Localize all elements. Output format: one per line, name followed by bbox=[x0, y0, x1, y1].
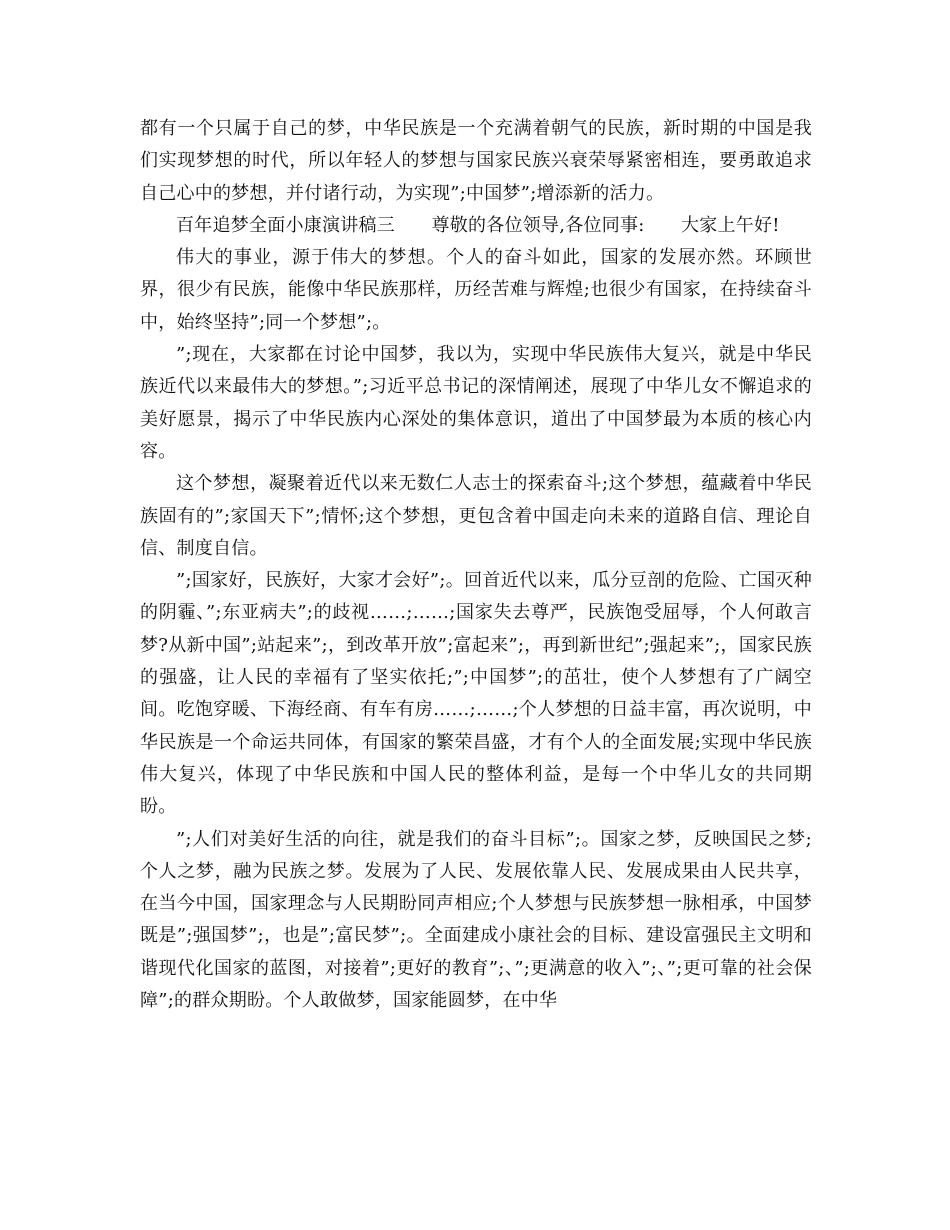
document-body bbox=[140, 113, 812, 1017]
paragraph-5: 这个梦想，凝聚着近代以来无数仁人志士的探索奋斗;这个梦想，蕴藏着中华民族固有的”;家国天下”;情怀;这个梦想，更包含着中国走向未来的道路自信、理论自信、制度自信。 bbox=[140, 473, 812, 559]
paragraph-6: ”;国家好，民族好，大家才会好”;。回首近代以来，瓜分豆剖的危险、亡国灭种的阴霾、”;东亚病夫”;的歧视……;……;国家失去尊严，民族饱受屈辱，个人何敢言梦?从新中国”;站起来”;，到改革开放”;富起来”;，再到新世纪”;强起来”;，国家民族的强盛，让人民的幸福有了坚实依托;”;中国梦”;的茁壮，使个人梦想有了广阔空间。吃饱穿暖、下海经商、有车有房……;……;个人梦想的日益丰富，再次说明，中华民族是一个命运共同体，有国家的繁荣昌盛，才有个人的全面发展;实现中华民族伟大复兴，体现了中华民族和中国人民的整体利益，是每一个中华儿女的共同期盼。 bbox=[140, 570, 812, 818]
paragraph-4: ”;现在，大家都在讨论中国梦，我以为，实现中华民族伟大复兴，就是中华民族近代以来最伟大的梦想。”;习近平总书记的深情阐述，展现了中华儿女不懈追求的美好愿景，揭示了中华民族内心深处的集体意识，道出了中国梦最为本质的核心内容。 bbox=[140, 344, 812, 462]
paragraph-1: 都有一个只属于自己的梦，中华民族是一个充满着朝气的民族，新时期的中国是我们实现梦想的时代，所以年轻人的梦想与国家民族兴衰荣辱紧密相连，要勇敢追求自己心中的梦想，并付诸行动，为实现”;中国梦”;增添新的活力。 bbox=[140, 118, 812, 204]
paragraph-7: ”;人们对美好生活的向往，就是我们的奋斗目标”;。国家之梦，反映国民之梦;个人之梦，融为民族之梦。发展为了人民、发展依靠人民、发展成果由人民共享，在当今中国，国家理念与人民期盼同声相应;个人梦想与民族梦想一脉相承，中国梦既是”;强国梦”;，也是”;富民梦”;。全面建成小康社会的目标、建设富强民主文明和谐现代化国家的蓝图，对接着”;更好的教育”;、”;更满意的收入”;、”;更可靠的社会保障”;的群众期盼。个人敢做梦，国家能圆梦，在中华 bbox=[140, 828, 812, 1012]
paragraph-3: 伟大的事业，源于伟大的梦想。个人的奋斗如此，国家的发展亦然。环顾世界，很少有民族，能像中华民族那样，历经苦难与辉煌;也很少有国家，在持续奋斗中，始终坚持”;同一个梦想”;。 bbox=[140, 247, 812, 333]
paragraph-2-speech-title: 百年追梦全面小康演讲稿三 尊敬的各位领导,各位同事: 大家上午好! bbox=[176, 214, 780, 236]
